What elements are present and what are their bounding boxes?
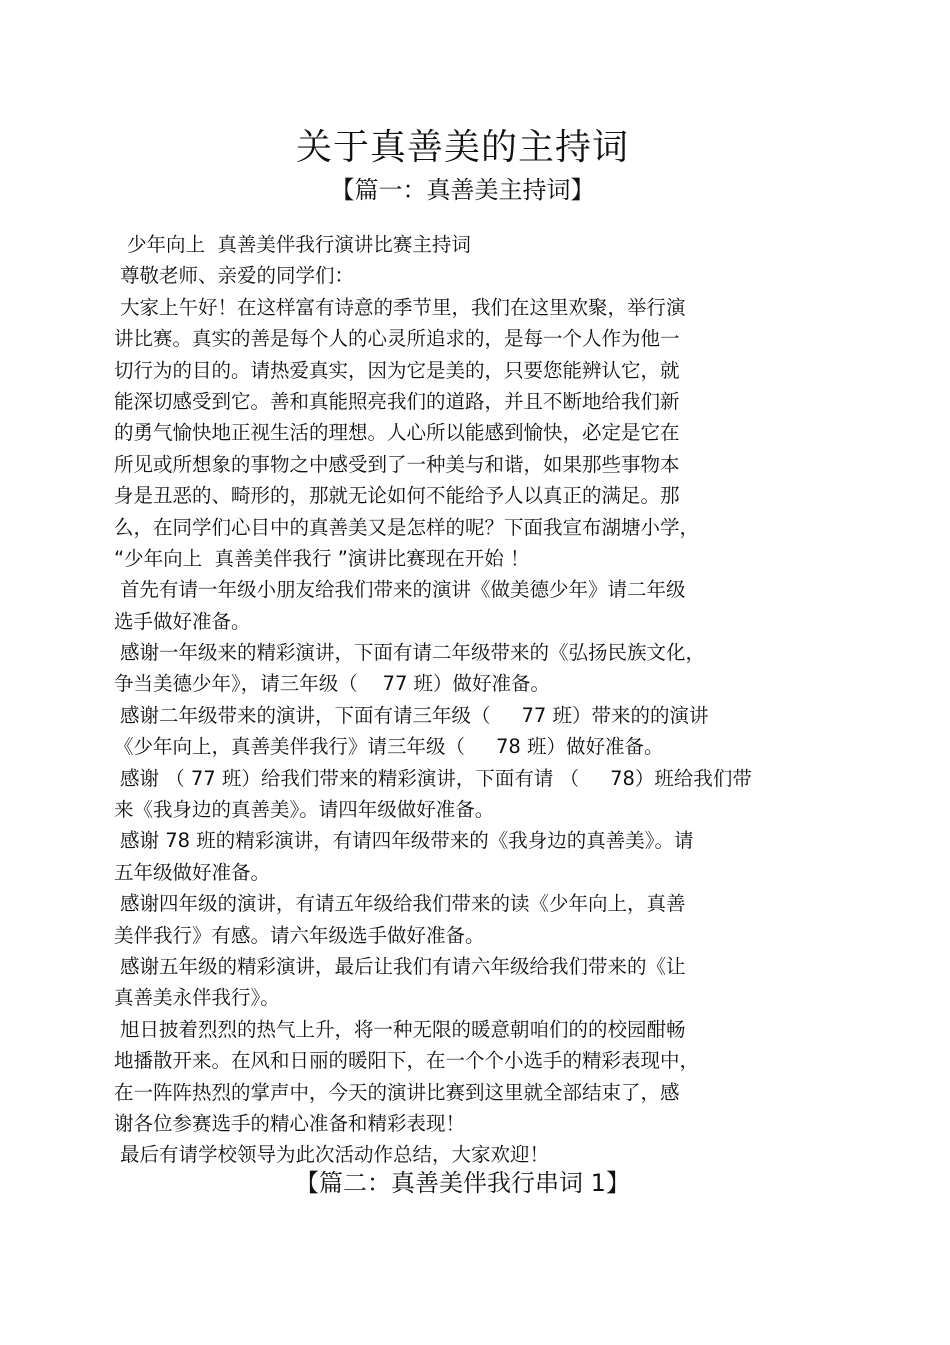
text-line: 感谢五年级的精彩演讲，最后让我们有请六年级给我们带来的《让	[120, 954, 686, 978]
text-line: 感谢二年级带来的演讲，下面有请三年级（ 77 班）带来的的演讲	[120, 703, 709, 727]
text-line: 美伴我行》有感。请六年级选手做好准备。	[114, 923, 485, 947]
text-line: 感谢 （ 77 班）给我们带来的精彩演讲，下面有请 （ 78）班给我们带	[120, 766, 752, 790]
text-line: 身是丑恶的、畸形的，那就无论如何不能给予人以真正的满足。那	[114, 484, 680, 508]
text-line: 感谢一年级来的精彩演讲，下面有请二年级带来的《弘扬民族文化，	[120, 641, 706, 665]
paragraph	[114, 1014, 834, 1140]
text-line: 能深切感受到它。善和真能照亮我们的道路，并且不断地给我们新	[114, 389, 680, 413]
text-line: 大家上午好！在这样富有诗意的季节里，我们在这里欢聚，举行演	[120, 295, 686, 319]
text-line: 争当美德少年》，请三年级（ 77 班）做好准备。	[114, 672, 551, 696]
text-line: 所见或所想象的事物之中感受到了一种美与和谐，如果那些事物本	[114, 452, 680, 476]
text-line: 《少年向上，真善美伴我行》请三年级（ 78 班）做好准备。	[114, 735, 664, 759]
paragraph	[114, 292, 834, 575]
text-line: 少年向上 真善美伴我行演讲比赛主持词	[127, 233, 471, 256]
text-line: 真善美永伴我行》。	[114, 986, 280, 1010]
paragraph	[114, 700, 834, 763]
text-line: 感谢四年级的演讲，有请五年级给我们带来的读《少年向上，真善	[120, 892, 686, 916]
text-line: 旭日披着烈烈的热气上升，将一种无限的暖意朝咱们的的校园酣畅	[120, 1017, 686, 1041]
text-line: 的勇气愉快地正视生活的理想。人心所以能感到愉快，必定是它在	[114, 421, 680, 445]
text-line: 五年级做好准备。	[114, 860, 271, 884]
paragraph	[114, 637, 834, 700]
paragraph	[114, 574, 834, 637]
text-line: 来《我身边的真善美》。请四年级做好准备。	[114, 798, 495, 822]
text-line: 在一阵阵热烈的掌声中，今天的演讲比赛到这里就全部结束了，感	[114, 1080, 680, 1104]
section-heading-2: 【篇二：真善美伴我行串词 1】	[295, 1169, 630, 1197]
document-body	[114, 229, 834, 1171]
text-line: 谢各位参赛选手的精心准备和精彩表现！	[114, 1111, 466, 1135]
section-heading-1: 【篇一：真善美主持词】	[330, 176, 595, 204]
text-line: 感谢 78 班的精彩演讲，有请四年级带来的《我身边的真善美》。请	[120, 829, 694, 853]
paragraph	[114, 763, 834, 826]
text-line: 地播散开来。在风和日丽的暖阳下，在一个个小选手的精彩表现中，	[114, 1049, 700, 1073]
text-line: 么，在同学们心目中的真善美又是怎样的呢？下面我宣布湖塘小学，	[114, 515, 700, 539]
text-line: “少年向上 真善美伴我行 ”演讲比赛现在开始 ！	[114, 546, 530, 570]
document-title: 关于真善美的主持词	[295, 127, 629, 168]
paragraph	[114, 888, 834, 951]
text-line: 尊敬老师、亲爱的同学们：	[120, 264, 355, 288]
paragraph	[114, 951, 834, 1014]
paragraph	[114, 825, 834, 888]
paragraph	[114, 229, 834, 260]
text-line: 切行为的目的。请热爱真实，因为它是美的，只要您能辨认它，就	[114, 358, 680, 382]
text-line: 讲比赛。真实的善是每个人的心灵所追求的，是每一个人作为他一	[114, 327, 680, 351]
text-line: 最后有请学校领导为此次活动作总结，大家欢迎！	[120, 1143, 550, 1167]
text-line: 选手做好准备。	[114, 609, 251, 633]
text-line: 首先有请一年级小朋友给我们带来的演讲《做美德少年》请二年级	[120, 578, 686, 602]
paragraph	[114, 260, 834, 291]
